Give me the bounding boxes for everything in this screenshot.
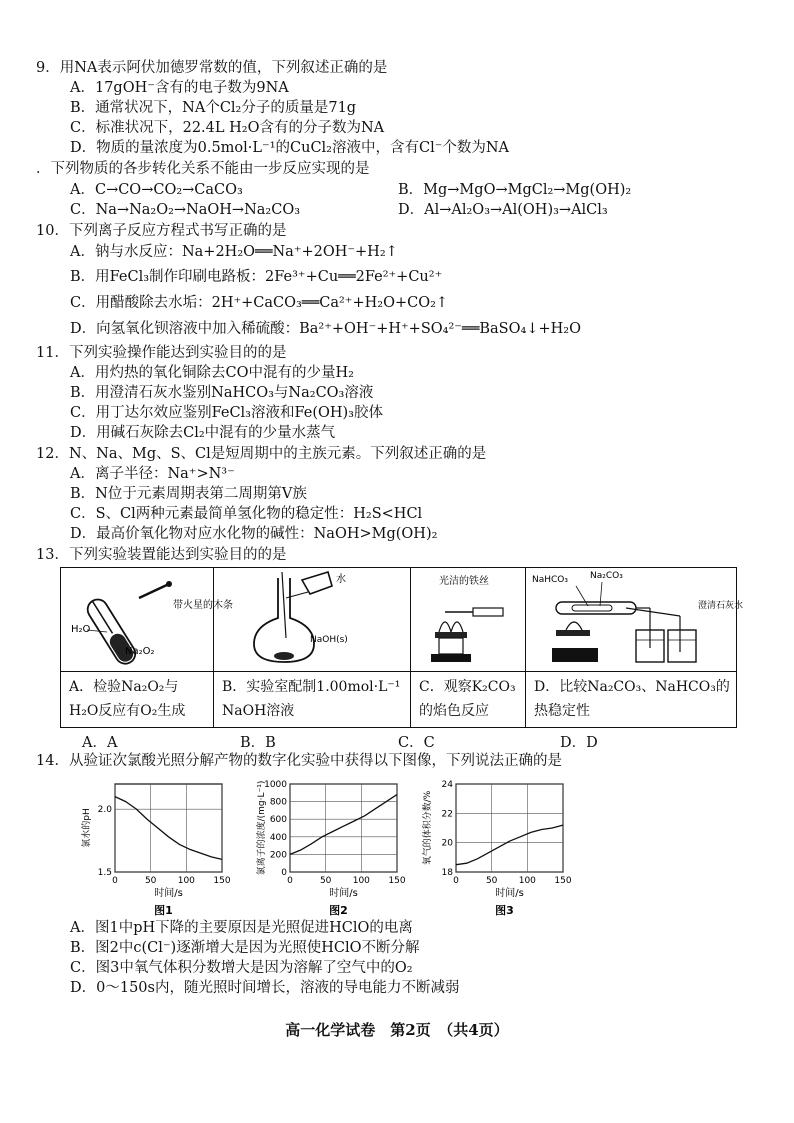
- chart-x-tick-label: 50: [144, 876, 157, 886]
- q9-option-b: B．通常状况下，NA个Cl₂分子的质量是71g: [70, 100, 357, 116]
- q9-option-a: A．17gOH⁻含有的电子数为9NA: [70, 80, 289, 96]
- q12-option-c: C．S、Cl两种元素最简单氢化物的稳定性：H₂S<HCl: [70, 506, 423, 522]
- q11-option-b: B．用澄清石灰水鉴别NaHCO₃与Na₂CO₃溶液: [70, 385, 374, 401]
- caption-c-cell: [411, 672, 526, 728]
- q12-option-d: D．最高价氧化物对应水化物的碱性：NaOH>Mg(OH)₂: [70, 526, 438, 542]
- chart-y-axis-label: 氯离子的浓度/(mg·L⁻¹): [257, 780, 267, 876]
- q10-option-b: B．用FeCl₃制作印刷电路板：2Fe³⁺+Cu══2Fe²⁺+Cu²⁺: [70, 269, 443, 285]
- chart-x-tick-label: 150: [554, 876, 572, 886]
- chart-y-tick-label: 1.5: [97, 868, 112, 878]
- chart-y-tick-label: 1000: [264, 780, 287, 790]
- chart-series-line: [115, 797, 222, 860]
- q9b-stem: ．下列物质的各步转化关系不能由一步反应实现的是: [36, 161, 370, 177]
- chart-x-tick-label: 50: [485, 876, 498, 886]
- test-tube-diagram: [61, 568, 233, 668]
- chart-y-tick-label: 800: [269, 797, 287, 808]
- splint-label: 带火星的木条: [173, 600, 233, 611]
- naoh-solid-label: NaOH(s): [310, 635, 348, 645]
- caption-d-cell: [526, 672, 737, 728]
- q14-stem: 14．从验证次氯酸光照分解产物的数字化实验中获得以下图像，下列说法正确的是: [36, 753, 562, 769]
- chart-x-tick-label: 150: [213, 876, 231, 886]
- q9b-option-b: B．Mg→MgO→MgCl₂→Mg(OH)₂: [398, 182, 632, 198]
- chart-y-tick-label: 18: [441, 868, 453, 878]
- chart-x-axis-label: 时间/s: [495, 888, 524, 899]
- chart-frame: [290, 784, 397, 872]
- q13-answer-b: B．B: [240, 735, 276, 751]
- q10-option-a: A．钠与水反应：Na+2H₂O══Na⁺+2OH⁻+H₂↑: [70, 244, 398, 260]
- chart-y-tick-label: 2.0: [97, 805, 112, 816]
- q14-option-b: B．图2中c(Cl⁻)逐渐增大是因为光照使HClO不断分解: [70, 940, 420, 956]
- q13-apparatus-table: [60, 567, 744, 728]
- q9b-option-a: A．C→CO→CO₂→CaCO₃: [70, 182, 243, 198]
- na2co3-label: Na₂CO₃: [590, 571, 623, 581]
- q13-answer-a: A．A: [82, 735, 118, 751]
- chart-x-tick-label: 0: [112, 876, 118, 886]
- chart-x-tick-label: 100: [352, 876, 370, 886]
- chart-x-axis-label: 时间/s: [329, 888, 358, 899]
- chart-y-tick-label: 0: [281, 868, 287, 878]
- chart-x-tick-label: 50: [319, 876, 332, 886]
- chart-y-tick-label: 400: [269, 832, 287, 843]
- chart-frame: [456, 784, 563, 872]
- chart-x-tick-label: 100: [177, 876, 195, 886]
- caption-b: B．实验室配制1.00mol·L⁻¹ NaOH溶液: [222, 679, 401, 719]
- caption-a: A．检验Na₂O₂与H₂O反应有O₂生成: [69, 679, 186, 719]
- q10-stem: 10．下列离子反应方程式书写正确的是: [36, 223, 287, 239]
- chart-x-tick-label: 0: [287, 876, 293, 886]
- chart-title: 图3: [495, 904, 514, 917]
- flame-test-diagram: [411, 568, 525, 668]
- q10-option-d: D．向氢氧化钡溶液中加入稀硫酸：Ba²⁺+OH⁻+H⁺+SO₄²⁻══BaSO₄↓+H₂O: [70, 321, 581, 337]
- chart-y-tick-label: 200: [269, 850, 287, 861]
- caption-c: C．观察K₂CO₃的焰色反应: [419, 679, 516, 719]
- q12-option-a: A．离子半径：Na⁺>N³⁻: [70, 466, 235, 482]
- q10-option-c: C．用醋酸除去水垢：2H⁺+CaCO₃══Ca²⁺+H₂O+CO₂↑: [70, 295, 449, 311]
- q12-stem: 12．N、Na、Mg、S、Cl是短周期中的主族元素。下列叙述正确的是: [36, 446, 487, 462]
- chart-y-tick-label: 20: [441, 838, 453, 849]
- q9b-option-d: D．Al→Al₂O₃→Al(OH)₃→AlCl₃: [398, 202, 608, 218]
- apparatus-c: [411, 568, 526, 672]
- q13-stem: 13．下列实验装置能达到实验目的的是: [36, 547, 287, 563]
- thermal-stability-diagram: [526, 568, 744, 668]
- na2o2-label: Na₂O₂: [125, 646, 155, 657]
- chart-frame: [115, 784, 222, 872]
- chart-y-tick-label: 600: [269, 815, 287, 826]
- q9-stem: 9．用NA表示阿伏加德罗常数的值，下列叙述正确的是: [36, 60, 388, 76]
- q12-option-b: B．N位于元素周期表第二周期第Ⅴ族: [70, 486, 307, 502]
- chart-x-tick-label: 100: [518, 876, 536, 886]
- apparatus-b: [214, 568, 411, 672]
- q11-option-c: C．用丁达尔效应鉴别FeCl₃溶液和Fe(OH)₃胶体: [70, 405, 383, 421]
- q9-option-c: C．标准状况下，22.4L H₂O含有的分子数为NA: [70, 120, 385, 136]
- chart-y-axis-label: 氧气的体积分数/%: [423, 790, 433, 866]
- chart-title: 图1: [154, 904, 173, 917]
- q13-answer-d: D．D: [560, 735, 598, 751]
- page-footer: 高一化学试卷 第2页 （共4页）: [285, 1021, 509, 1039]
- chart-x-axis-label: 时间/s: [154, 888, 183, 899]
- q13-answer-c: C．C: [398, 735, 435, 751]
- chart-series-line: [290, 795, 397, 855]
- chart-x-tick-label: 150: [388, 876, 406, 886]
- chart-series-line: [456, 825, 563, 865]
- q11-option-d: D．用碱石灰除去Cl₂中混有的少量水蒸气: [70, 425, 336, 441]
- caption-a-cell: [61, 672, 214, 728]
- chart-y-axis-label: 氯水的pH: [82, 808, 92, 848]
- q9b-option-c: C．Na→Na₂O₂→NaOH→Na₂CO₃: [70, 202, 301, 218]
- q14-option-c: C．图3中氧气体积分数增大是因为溶解了空气中的O₂: [70, 960, 413, 976]
- q14-charts: [0, 776, 794, 916]
- q14-option-d: D．0～150s内，随光照时间增长，溶液的导电能力不断减弱: [70, 980, 460, 996]
- volumetric-flask-diagram: [214, 568, 410, 668]
- q11-option-a: A．用灼热的氧化铜除去CO中混有的少量H₂: [70, 365, 354, 381]
- limewater-label: 澄清石灰水: [698, 601, 744, 611]
- caption-b-cell: [214, 672, 411, 728]
- water-pour-label: 水: [336, 574, 346, 585]
- q11-stem: 11．下列实验操作能达到实验目的的是: [36, 345, 287, 361]
- q14-option-a: A．图1中pH下降的主要原因是光照促进HClO的电离: [70, 920, 413, 936]
- chart-y-tick-label: 24: [441, 780, 453, 790]
- chart-y-tick-label: 22: [441, 809, 453, 820]
- apparatus-d: [526, 568, 744, 672]
- apparatus-a: [61, 568, 233, 672]
- chart-x-tick-label: 0: [453, 876, 459, 886]
- chart-title: 图2: [329, 904, 348, 917]
- nahco3-label: NaHCO₃: [532, 575, 568, 585]
- caption-d: D．比较Na₂CO₃、NaHCO₃的热稳定性: [534, 679, 730, 719]
- iron-wire-label: 光洁的铁丝: [439, 576, 489, 587]
- water-label: H₂O: [71, 624, 91, 635]
- q9-option-d: D．物质的量浓度为0.5mol·L⁻¹的CuCl₂溶液中，含有Cl⁻个数为NA: [70, 140, 510, 156]
